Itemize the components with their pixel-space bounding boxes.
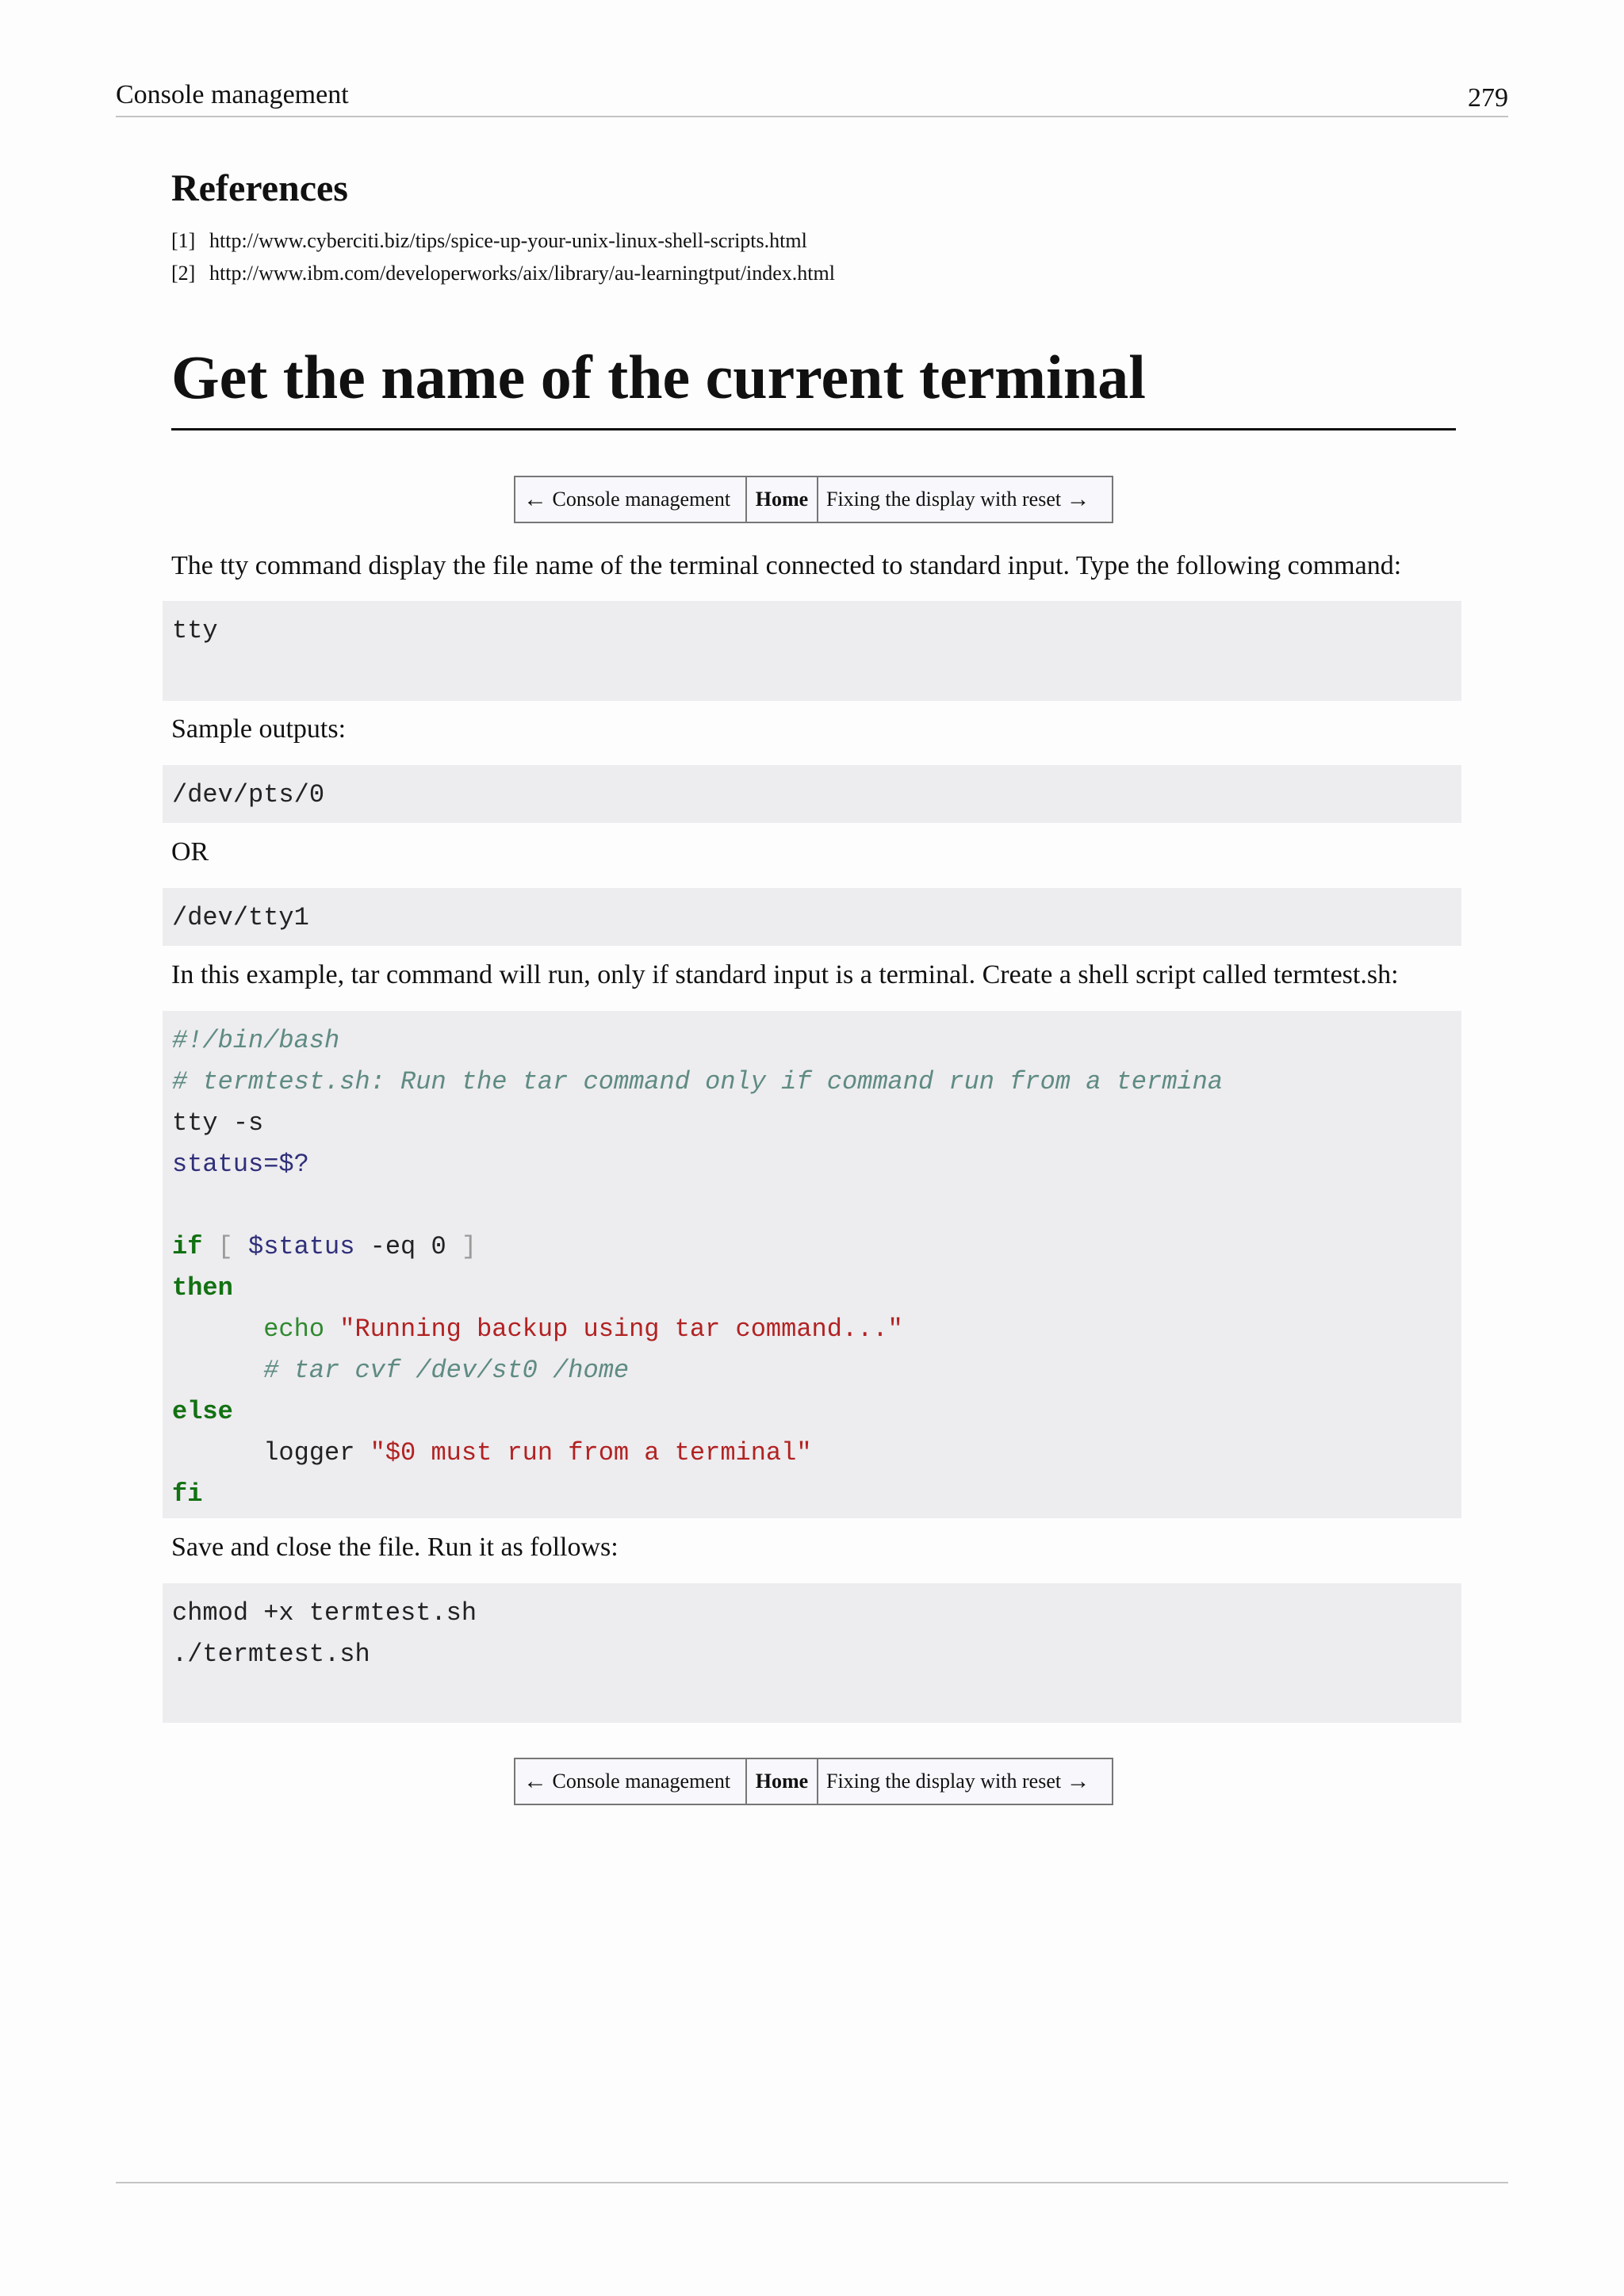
reference-number: [1] (171, 229, 196, 252)
reference-list (171, 224, 835, 289)
reference-item (171, 224, 835, 257)
code-block-tty1 (163, 888, 1461, 946)
navigation-bar-top (514, 476, 1113, 523)
nav-prev-label: Console management (552, 1770, 731, 1793)
code-line (172, 1350, 1461, 1391)
code-block-script (163, 1011, 1461, 1518)
code-bracket: [ (202, 1232, 249, 1261)
page-number: 279 (1468, 83, 1508, 113)
nav-prev-label: Console management (552, 488, 731, 511)
code-text: chmod +x termtest.sh (172, 1598, 477, 1628)
nav-prev-link[interactable] (515, 477, 747, 522)
code-line (172, 775, 1461, 816)
code-text: /dev/tty1 (172, 903, 309, 932)
code-line (172, 1309, 1461, 1350)
code-keyword: if (172, 1232, 203, 1261)
code-variable: status=$? (172, 1150, 309, 1179)
reference-link[interactable]: http://www.ibm.com/developerworks/aix/library/au-learningtput/index.html (209, 262, 835, 285)
code-keyword: then (172, 1273, 233, 1303)
code-line (172, 1391, 1461, 1433)
code-line (172, 1593, 1461, 1634)
nav-next-link[interactable] (818, 1759, 1112, 1804)
sample-outputs-label: Sample outputs: (171, 714, 347, 744)
code-comment: # termtest.sh: Run the tar command only if command run from a termina (172, 1067, 1224, 1096)
article-title: Get the name of the current terminal (171, 336, 1456, 430)
code-text: -eq 0 (354, 1232, 462, 1261)
code-text: tty -s (172, 1108, 264, 1138)
code-string: "$0 must run from a terminal" (370, 1438, 812, 1468)
nav-next-label: Fixing the display with reset (826, 488, 1062, 511)
nav-prev-link[interactable] (515, 1759, 747, 1804)
code-text: logger (172, 1438, 370, 1468)
code-line (172, 1103, 1461, 1144)
nav-home-label: Home (755, 488, 809, 511)
code-line (172, 897, 1461, 939)
code-block-tty (163, 601, 1461, 701)
code-keyword: fi (172, 1479, 203, 1509)
footer-divider (116, 2182, 1508, 2183)
page-header (116, 76, 1508, 117)
code-text: ./termtest.sh (172, 1640, 370, 1669)
arrow-left-icon: ← (523, 486, 547, 512)
code-string: "Running backup using tar command..." (339, 1314, 903, 1344)
code-block-run (163, 1583, 1461, 1723)
or-label: OR (171, 837, 209, 867)
code-line (172, 1268, 1461, 1309)
code-block-pts (163, 765, 1461, 823)
navigation-bar-bottom (514, 1758, 1113, 1805)
code-bracket: ] (461, 1232, 477, 1261)
code-comment: #!/bin/bash (172, 1026, 340, 1055)
arrow-left-icon: ← (523, 1768, 547, 1794)
nav-home-label: Home (755, 1770, 809, 1793)
code-line-blank (172, 1185, 1461, 1226)
arrow-right-icon: → (1066, 486, 1090, 512)
example-intro-paragraph: In this example, tar command will run, only if standard input is a terminal. Create a shell script called termtest.sh: (171, 960, 1399, 989)
code-variable: $status (248, 1232, 355, 1261)
nav-home-link[interactable] (747, 477, 818, 522)
code-line (172, 1634, 1461, 1675)
code-builtin: echo (263, 1314, 325, 1344)
nav-next-link[interactable] (818, 477, 1112, 522)
code-keyword: else (172, 1397, 233, 1426)
intro-paragraph: The tty command display the file name of the terminal connected to standard input. Type the following command: (171, 551, 1402, 580)
code-space (324, 1314, 339, 1344)
reference-link[interactable]: http://www.cyberciti.biz/tips/spice-up-your-unix-linux-shell-scripts.html (209, 229, 807, 252)
code-text: tty (172, 616, 218, 645)
code-indent (172, 1314, 263, 1344)
code-line (172, 1020, 1461, 1062)
reference-item (171, 257, 835, 289)
header-title: Console management (116, 80, 349, 109)
code-line (172, 610, 1461, 652)
code-line (172, 1062, 1461, 1103)
nav-home-link[interactable] (747, 1759, 818, 1804)
references-heading: References (171, 167, 348, 209)
code-line (172, 1474, 1461, 1515)
reference-number: [2] (171, 262, 196, 285)
save-close-paragraph: Save and close the file. Run it as follows: (171, 1533, 619, 1562)
code-text: /dev/pts/0 (172, 780, 325, 809)
code-line (172, 1226, 1461, 1268)
nav-next-label: Fixing the display with reset (826, 1770, 1062, 1793)
arrow-right-icon: → (1066, 1768, 1090, 1794)
code-line (172, 1144, 1461, 1185)
code-line (172, 1433, 1461, 1474)
code-comment: # tar cvf /dev/st0 /home (172, 1356, 630, 1385)
